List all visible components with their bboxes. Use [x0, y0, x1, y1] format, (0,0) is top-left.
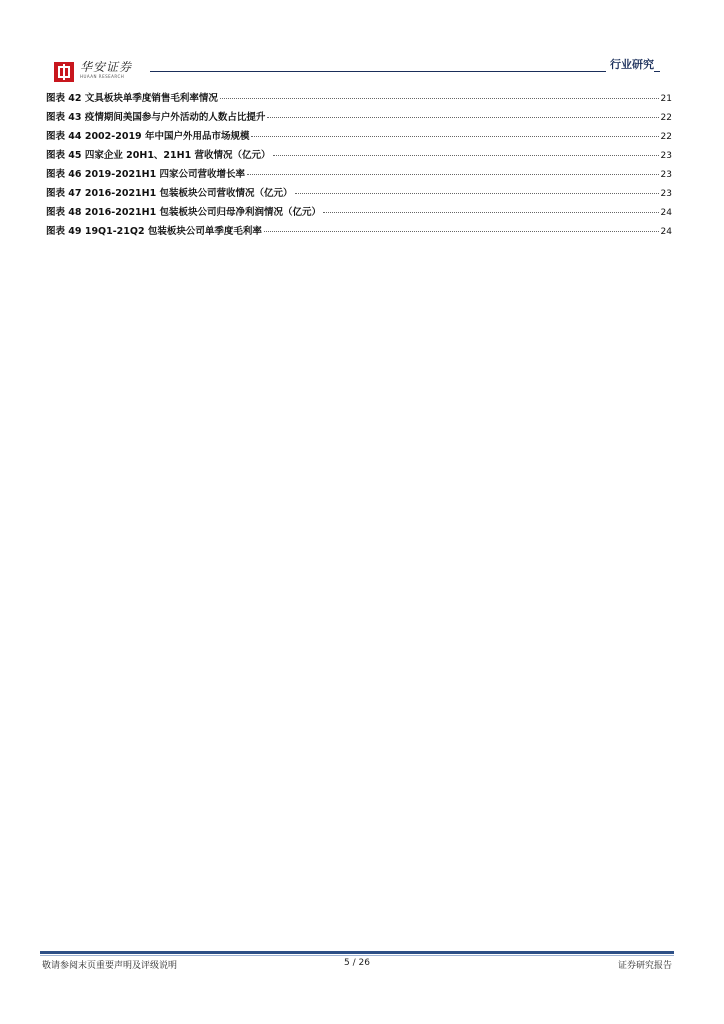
- toc-entry-page: 21: [660, 94, 672, 104]
- company-logo: [54, 60, 132, 86]
- toc-entry-title: 图表 46 2019-2021H1 四家公司营收增长率: [46, 169, 246, 180]
- toc-leader-dots: [273, 155, 659, 156]
- page-number: 5 / 26: [344, 958, 370, 968]
- header-rule: [150, 71, 660, 72]
- toc-entry[interactable]: [46, 204, 672, 223]
- toc-entry[interactable]: [46, 90, 672, 109]
- report-category: 行业研究: [606, 56, 654, 72]
- toc-entry-title: 图表 49 19Q1-21Q2 包装板块公司单季度毛利率: [46, 226, 262, 237]
- toc-leader-dots: [220, 98, 659, 99]
- toc-entry-title: 图表 48 2016-2021H1 包装板块公司归母净利润情况（亿元）: [46, 207, 322, 218]
- report-type: 证券研究报告: [617, 961, 672, 971]
- toc-entry-title: 图表 42 文具板块单季度销售毛利率情况: [46, 93, 218, 104]
- toc-entry[interactable]: [46, 109, 672, 128]
- disclaimer-note: 敬请参阅末页重要声明及评级说明: [42, 961, 178, 971]
- toc-entry[interactable]: [46, 185, 672, 204]
- toc-leader-dots: [247, 174, 659, 175]
- toc-leader-dots: [295, 193, 659, 194]
- toc-entry-page: 24: [660, 227, 672, 237]
- toc-leader-dots: [264, 231, 659, 232]
- toc-entry-page: 22: [660, 132, 672, 142]
- toc-entry[interactable]: [46, 147, 672, 166]
- toc-entry-page: 23: [660, 189, 672, 199]
- toc-entry-page: 23: [660, 170, 672, 180]
- toc-entry-page: 23: [660, 151, 672, 161]
- toc-entry-title: 图表 47 2016-2021H1 包装板块公司营收情况（亿元）: [46, 188, 293, 199]
- page-header: [54, 56, 660, 84]
- toc-entry-title: 图表 44 2002-2019 年中国户外用品市场规模: [46, 131, 250, 142]
- logo-mark-icon: [54, 62, 74, 82]
- figure-list: [46, 90, 672, 242]
- toc-entry-page: 24: [660, 208, 672, 218]
- toc-entry[interactable]: [46, 128, 672, 147]
- toc-entry-title: 图表 45 四家企业 20H1、21H1 营收情况（亿元）: [46, 150, 271, 161]
- toc-entry[interactable]: [46, 166, 672, 185]
- toc-entry[interactable]: [46, 223, 672, 242]
- toc-leader-dots: [267, 117, 658, 118]
- toc-leader-dots: [251, 136, 658, 137]
- toc-entry-title: 图表 43 疫情期间美国参与户外活动的人数占比提升: [46, 112, 266, 123]
- logo-chinese-name: 华安证券: [80, 60, 133, 74]
- toc-leader-dots: [323, 212, 659, 213]
- toc-entry-page: 22: [660, 113, 672, 123]
- footer-rule-thin: [40, 955, 674, 956]
- logo-english-name: HUAAN RESEARCH: [80, 74, 125, 79]
- page-footer: [42, 958, 672, 972]
- footer-rule: [40, 951, 674, 954]
